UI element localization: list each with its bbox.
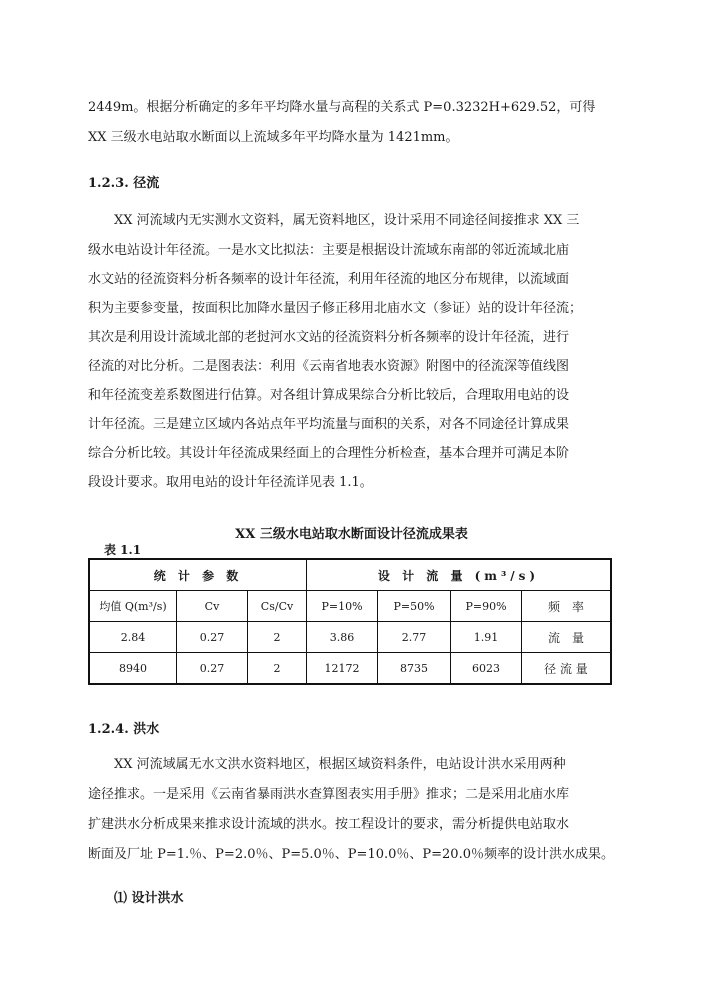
paragraph-line: XX 河流域属无水文洪水资料地区，根据区域资料条件，电站设计洪水采用两种: [114, 757, 566, 772]
header-flow: 设 计 流 量 (m³/s): [307, 559, 612, 591]
runoff-table: [88, 558, 612, 685]
paragraph-line: 其次是利用设计流域北部的老挝河水文站的径流资料分析各频率的设计年径流，进行: [88, 330, 570, 345]
paragraph-line: 扩建洪水分析成果来推求设计流域的洪水。按工程设计的要求，需分析提供电站取水: [88, 817, 570, 832]
paragraph-line: 综合分析比较。其设计年径流成果经面上的合理性分析检查，基本合理并可满足本阶: [88, 446, 570, 461]
table-cell: 2: [248, 622, 307, 653]
section-heading-runoff: [88, 172, 159, 191]
col-header: 均值 Q(m³/s): [89, 591, 177, 622]
col-header: P=10%: [307, 591, 378, 622]
paragraph-line: 和年径流变差系数图进行估算。对各组计算成果综合分析比较后，合理取用电站的设: [88, 388, 570, 403]
subsection-title: 设计洪水: [131, 891, 184, 906]
table-cell: 8735: [378, 653, 451, 685]
paragraph-line: 2449m。根据分析确定的多年平均降水量与高程的关系式 P=0.3232H+629.52，可得: [88, 100, 596, 115]
table-cell: 3.86: [307, 622, 378, 653]
table-label: 表 1.1: [104, 543, 142, 557]
header-stats: 统 计 参 数: [89, 559, 307, 591]
table-header-row: [89, 559, 611, 591]
paragraph-line: 积为主要参变量，按面积比加降水量因子修正移用北庙水文（参证）站的设计年径流；: [88, 301, 583, 316]
col-header: P=50%: [378, 591, 451, 622]
table-subheader-row: [89, 591, 611, 622]
col-header: P=90%: [451, 591, 522, 622]
table-cell: 2: [248, 653, 307, 685]
table-cell: 0.27: [177, 653, 248, 685]
paragraph-line: 水文站的径流资料分析各频率的设计年径流，利用年径流的地区分布规律，以流域面: [88, 272, 570, 287]
table-row: [89, 653, 611, 685]
paragraph-line: XX 三级水电站取水断面以上流域多年平均降水量为 1421mm。: [88, 130, 459, 145]
paragraph-line: 计年径流。三是建立区域内各站点年平均流量与面积的关系，对各不同途径计算成果: [88, 417, 570, 432]
table-cell: 12172: [307, 653, 378, 685]
section-number: 1.2.4.: [88, 722, 129, 737]
section-number: 1.2.3.: [88, 176, 129, 191]
subsection-heading: [114, 887, 184, 906]
paragraph-line: XX 河流域内无实测水文资料，属无资料地区，设计采用不同途径间接推求 XX 三: [114, 213, 580, 228]
table-cell: 1.91: [451, 622, 522, 653]
section-heading-flood: [88, 718, 159, 737]
paragraph-line: 径流的对比分析。二是图表法：利用《云南省地表水资源》附图中的径流深等值线图: [88, 359, 570, 374]
subsection-number: ⑴: [114, 891, 128, 906]
col-header: 频 率: [522, 591, 612, 622]
paragraph-line: 段设计要求。取用电站的设计年径流详见表 1.1。: [88, 475, 373, 490]
paragraph-line: 途径推求。一是采用《云南省暴雨洪水查算图表实用手册》推求；二是采用北庙水库: [88, 787, 570, 802]
paragraph-line: 断面及厂址 P=1.％、P=2.0％、P=5.0％、P=10.0％、P=20.0％频率的设计洪水成果。: [88, 847, 614, 862]
table-cell: 径 流 量: [522, 653, 612, 685]
table-cell: 流 量: [522, 622, 612, 653]
table-cell: 0.27: [177, 622, 248, 653]
col-header: Cs/Cv: [248, 591, 307, 622]
table-cell: 6023: [451, 653, 522, 685]
section-title: 径流: [133, 176, 160, 191]
table-cell: 2.77: [378, 622, 451, 653]
table-title: XX 三级水电站取水断面设计径流成果表: [235, 527, 468, 542]
section-title: 洪水: [133, 722, 160, 737]
col-header: Cv: [177, 591, 248, 622]
table-row: [89, 622, 611, 653]
table-cell: 2.84: [89, 622, 177, 653]
paragraph-line: 级水电站设计年径流。一是水文比拟法：主要是根据设计流域东南部的邻近流域北庙: [88, 243, 570, 258]
table-cell: 8940: [89, 653, 177, 685]
